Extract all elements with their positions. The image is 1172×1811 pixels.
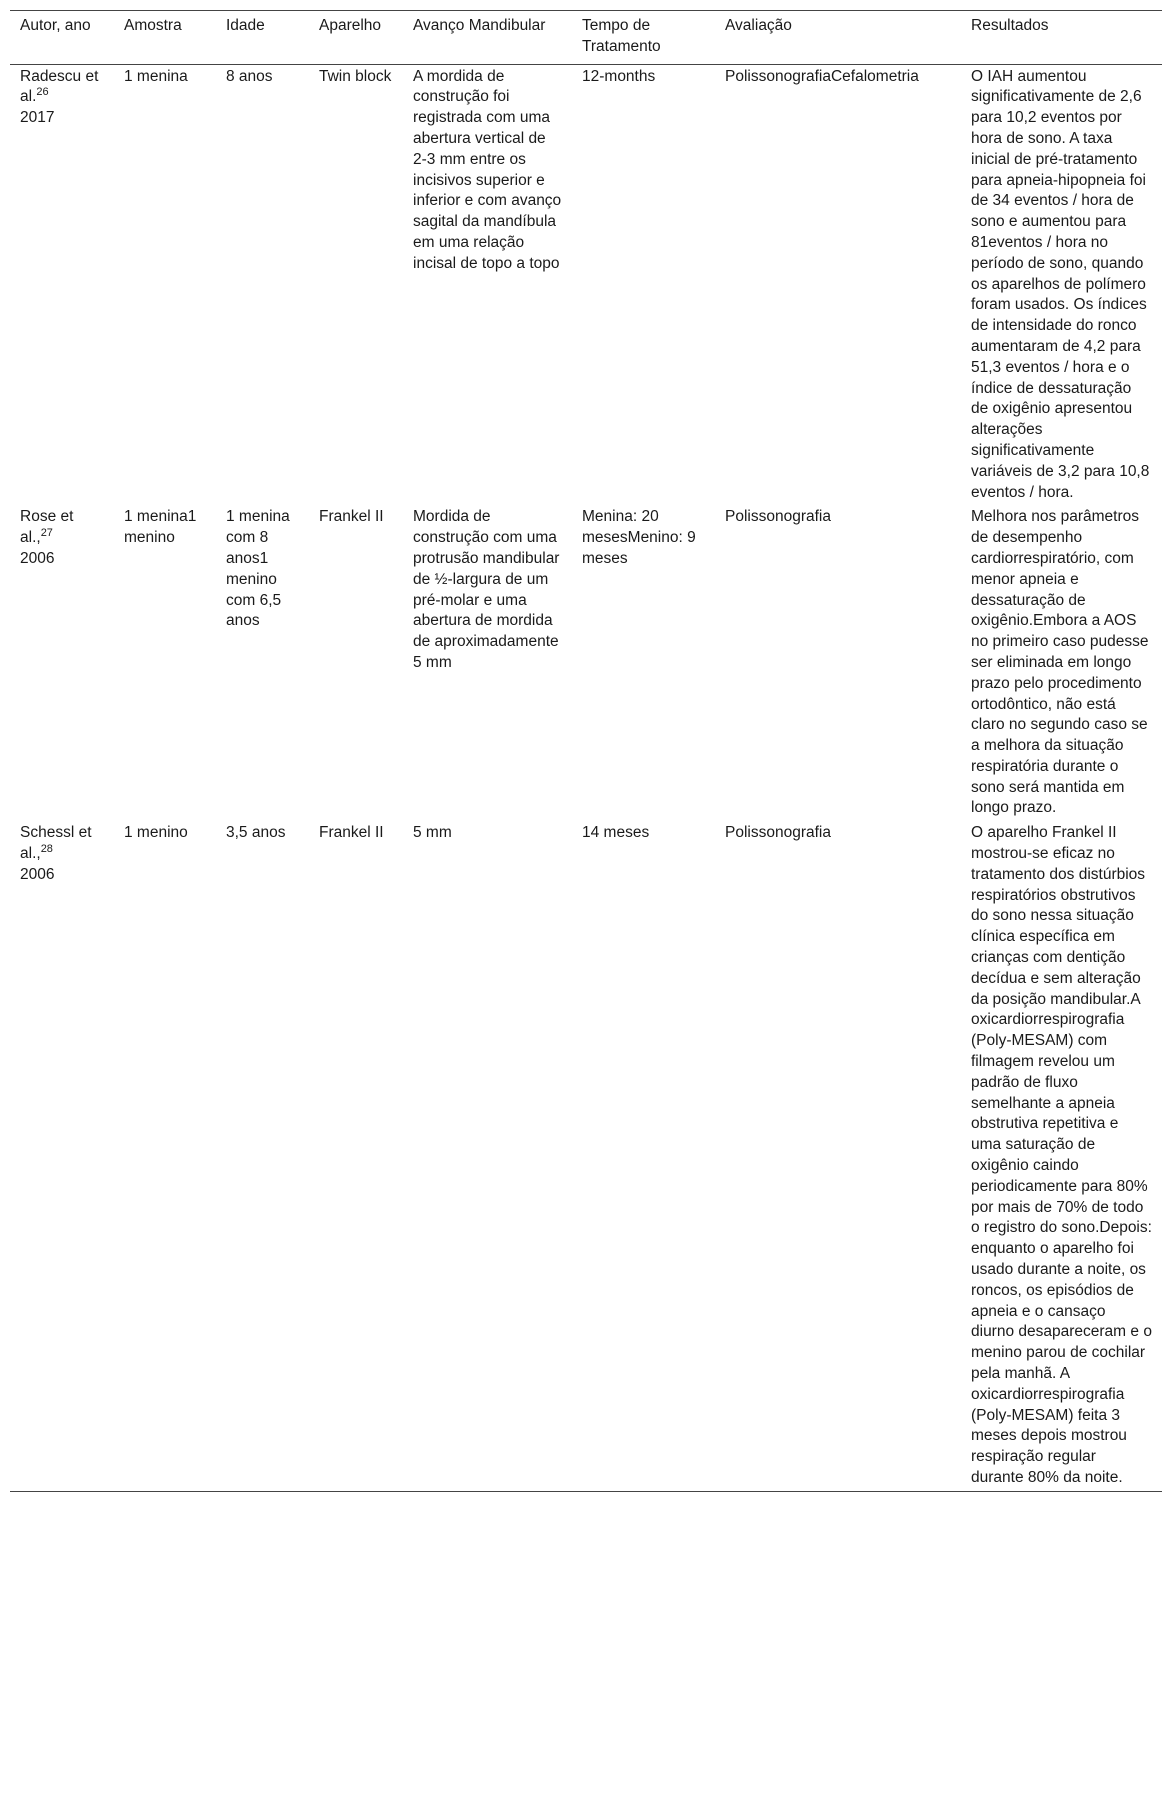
cell-tempo-tratamento: Menina: 20 mesesMenino: 9 meses [582, 508, 696, 567]
cell-idade: 8 anos [226, 67, 273, 85]
cell-avanco-mandibular: A mordida de construção foi registrada com uma abertura vertical de 2-3 mm entre os incisivos superior e inferior e com avanço sagital da mandíbula em uma relação incisal de topo a topo [413, 67, 562, 272]
reference-superscript: 26 [36, 86, 49, 99]
cell-idade: 1 menina com 8 anos1 menino com 6,5 anos [226, 508, 290, 630]
author-name: Schessl et al., [20, 824, 92, 863]
cell-tempo-tratamento: 14 meses [582, 824, 650, 842]
cell-avanco-mandibular: 5 mm [413, 824, 452, 842]
header-avanco-mandibular: Avanço Mandibular [413, 17, 546, 34]
cell-tempo-tratamento: 12-months [582, 67, 656, 85]
author-year: 2006 [20, 549, 55, 567]
author-name: Radescu et al. [20, 67, 99, 106]
cell-resultados: Melhora nos parâmetros de desempenho cardiorrespiratório, com menor apneia e dessaturação de oxigênio.Embora a AOS no primeiro caso pudesse ser eliminada em longo prazo pelo procedimento ortodôntico, não está claro no segundo caso se a melhora da situação respiratória durante o sono será mantida em longo prazo. [971, 508, 1149, 817]
header-avaliacao: Avaliação [725, 17, 792, 34]
header-amostra: Amostra [124, 17, 182, 34]
cell-avaliacao: Polissonografia [725, 508, 831, 526]
cell-autor-ano [10, 64, 114, 505]
header-autor-ano: Autor, ano [20, 17, 91, 34]
author-year: 2017 [20, 109, 55, 127]
reference-superscript: 28 [40, 842, 53, 855]
cell-aparelho: Frankel II [319, 508, 384, 526]
cell-avanco-mandibular: Mordida de construção com uma protrusão mandibular de ½-largura de um pré-molar e uma abertura de mordida de aproximadamente 5 mm [413, 508, 560, 671]
cell-autor-ano [10, 505, 114, 821]
cell-resultados: O aparelho Frankel II mostrou-se eficaz no tratamento dos distúrbios respiratórios obstrutivos do sono nessa situação clínica específica em crianças com dentição decídua e sem alteração da posição mandibular.A oxicardiorrespirografia (Poly-MESAM) com filmagem revelou um padrão de fluxo semelhante a apneia obstrutiva repetitiva e uma saturação de oxigênio caindo periodicamente para 80% por mais de 70% de todo o registro do sono.Depois: enquanto o aparelho foi usado durante a noite, os roncos, os episódios de apneia e o cansaço diurno desapareceram e o menino parou de cochilar pela manhã. A oxicardiorrespirografia (Poly-MESAM) feita 3 meses depois mostrou respiração regular durante 80% da noite. [971, 824, 1152, 1486]
author-year: 2006 [20, 865, 55, 883]
document-page [10, 10, 1162, 1492]
cell-avaliacao: Polissonografia [725, 824, 831, 842]
cell-amostra: 1 menina1 menino [124, 508, 197, 547]
author-name: Rose et al., [20, 508, 74, 547]
cell-avaliacao: PolissonografiaCefalometria [725, 67, 919, 85]
table-row [10, 64, 1162, 505]
table-row [10, 505, 1162, 821]
cell-aparelho: Frankel II [319, 824, 384, 842]
cell-resultados: O IAH aumentou significativamente de 2,6 para 10,2 eventos por hora de sono. A taxa inicial de pré-tratamento para apneia-hipopneia foi de 34 eventos / hora de sono e aumentou para 81eventos / hora no período de sono, quando os aparelhos de polímero foram usados. Os índices de intensidade do ronco aumentaram de 4,2 para 51,3 eventos / hora e o índice de dessaturação de oxigênio apresentou alterações significativamente variáveis de 3,2 para 10,8 eventos / hora. [971, 67, 1150, 501]
cell-amostra: 1 menino [124, 824, 188, 842]
header-aparelho: Aparelho [319, 17, 382, 34]
cell-aparelho: Twin block [319, 67, 392, 85]
table-header-row [10, 11, 1162, 65]
studies-table [10, 10, 1162, 1492]
header-tempo-tratamento: Tempo de Tratamento [582, 17, 661, 55]
cell-idade: 3,5 anos [226, 824, 286, 842]
cell-autor-ano [10, 821, 114, 1491]
table-row [10, 821, 1162, 1491]
header-idade: Idade [226, 17, 265, 34]
header-resultados: Resultados [971, 17, 1049, 34]
reference-superscript: 27 [40, 526, 53, 539]
cell-amostra: 1 menina [124, 67, 188, 85]
